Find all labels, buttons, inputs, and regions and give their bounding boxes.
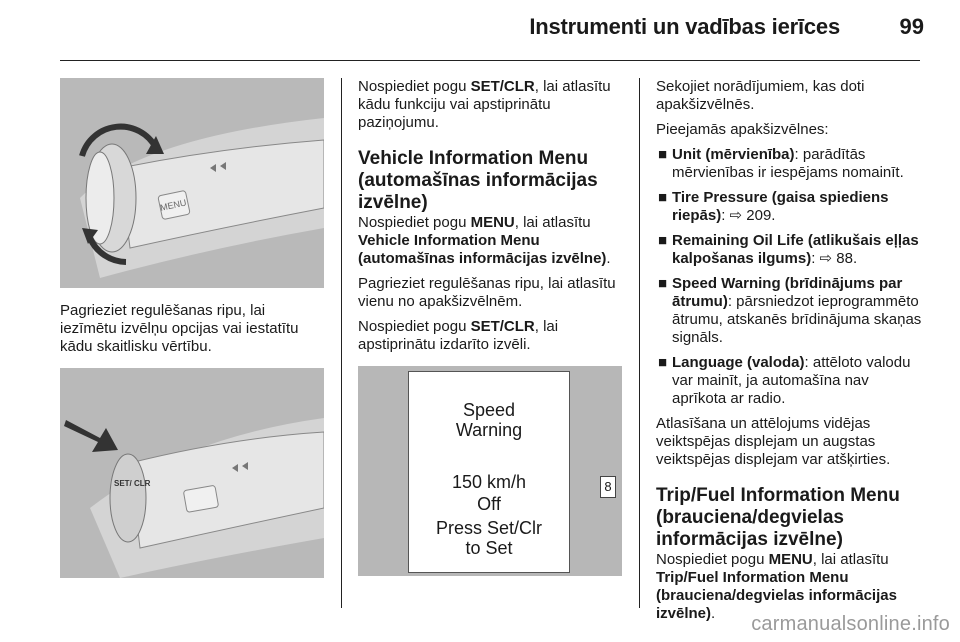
display-screen	[408, 371, 570, 573]
photo-dial-rotation	[60, 78, 324, 288]
display-value: 150 km/h	[451, 472, 527, 492]
display-illustration	[358, 366, 622, 576]
para-follow: Sekojiet norādījumiem, kas doti apakšizvēlnēs.	[656, 78, 865, 113]
list-item: ■ Language (valoda): attēloto valodu var mainīt, ja automašīna nav aprīkota ar radio.	[658, 354, 911, 407]
stalk-button-illustration	[60, 368, 324, 578]
caption-dial: Pagrieziet regulēšanas ripu, lai iezīmētu izvēlņu opcijas vai iestatītu kādu skaitlisku vērtību.	[60, 302, 299, 355]
page-header	[0, 0, 960, 62]
list-item: ■ Tire Pressure (gaisa spiediens riepās): ⇨ 209.	[658, 189, 889, 224]
page-number: 99	[899, 14, 924, 39]
para-confirm: Nospiediet pogu SET/CLR, lai apstiprinātu izdarīto izvēli.	[358, 318, 559, 353]
para-set-clr: Nospiediet pogu SET/CLR, lai atlasītu kādu funkciju vai apstiprinātu paziņojumu.	[358, 78, 611, 131]
display-hint-1: Press Set/Clr	[435, 518, 543, 538]
heading-vehicle-info-menu: Vehicle Information Menu (automašīnas informācijas izvēlne)	[358, 148, 598, 213]
para-trip-menu: Nospiediet pogu MENU, lai atlasītu Trip/Fuel Information Menu (brauciena/degvielas informācijas izvēlne).	[656, 551, 897, 622]
list-item: ■ Speed Warning (brīdinājums par ātrumu): pārsniedzot ieprogrammēto ātrumu, atskanēs brīdinājuma skaņas signāls.	[658, 275, 922, 346]
para-available: Pieejamās apakšizvēlnes:	[656, 121, 829, 138]
column-2	[358, 78, 622, 576]
photo-button-press	[60, 368, 324, 578]
list-item: ■ Remaining Oil Life (atlikušais eļļas kalpošanas ilgums): ⇨ 88.	[658, 232, 919, 267]
column-1	[60, 78, 324, 578]
display-title: Speed Warning	[455, 400, 523, 440]
para-menu: Nospiediet pogu MENU, lai atlasītu Vehicle Information Menu (automašīnas informācijas izvēlne).	[358, 214, 611, 267]
header-divider	[60, 60, 920, 61]
submenu-list	[656, 146, 926, 408]
para-rotate: Pagrieziet regulēšanas ripu, lai atlasītu vienu no apakšizvēlnēm.	[358, 275, 616, 310]
stalk-menu-label: MENU	[159, 197, 188, 213]
figure-number: 8	[600, 476, 616, 498]
list-item: ■ Unit (mērvienība): parādītās mērvienības ir iespējams nomainīt.	[658, 146, 904, 181]
stalk-dial-illustration	[60, 78, 324, 288]
page-title: Instrumenti un vadības ierīces	[529, 14, 840, 39]
display-state: Off	[477, 494, 501, 514]
column-divider-2	[639, 78, 640, 608]
para-display-differs: Atlasīšana un attēlojums vidējas veiktspējas displejam un augstas veiktspējas displejam var atšķirties.	[656, 415, 891, 468]
stalk-set-clr-label: SET/ CLR	[114, 479, 151, 488]
display-hint-2: to Set	[465, 538, 513, 558]
watermark: carmanualsonline.info	[751, 613, 950, 635]
heading-trip-fuel-menu: Trip/Fuel Information Menu (brauciena/degvielas informācijas izvēlne)	[656, 485, 900, 550]
column-divider-1	[341, 78, 342, 608]
column-3	[656, 78, 926, 630]
